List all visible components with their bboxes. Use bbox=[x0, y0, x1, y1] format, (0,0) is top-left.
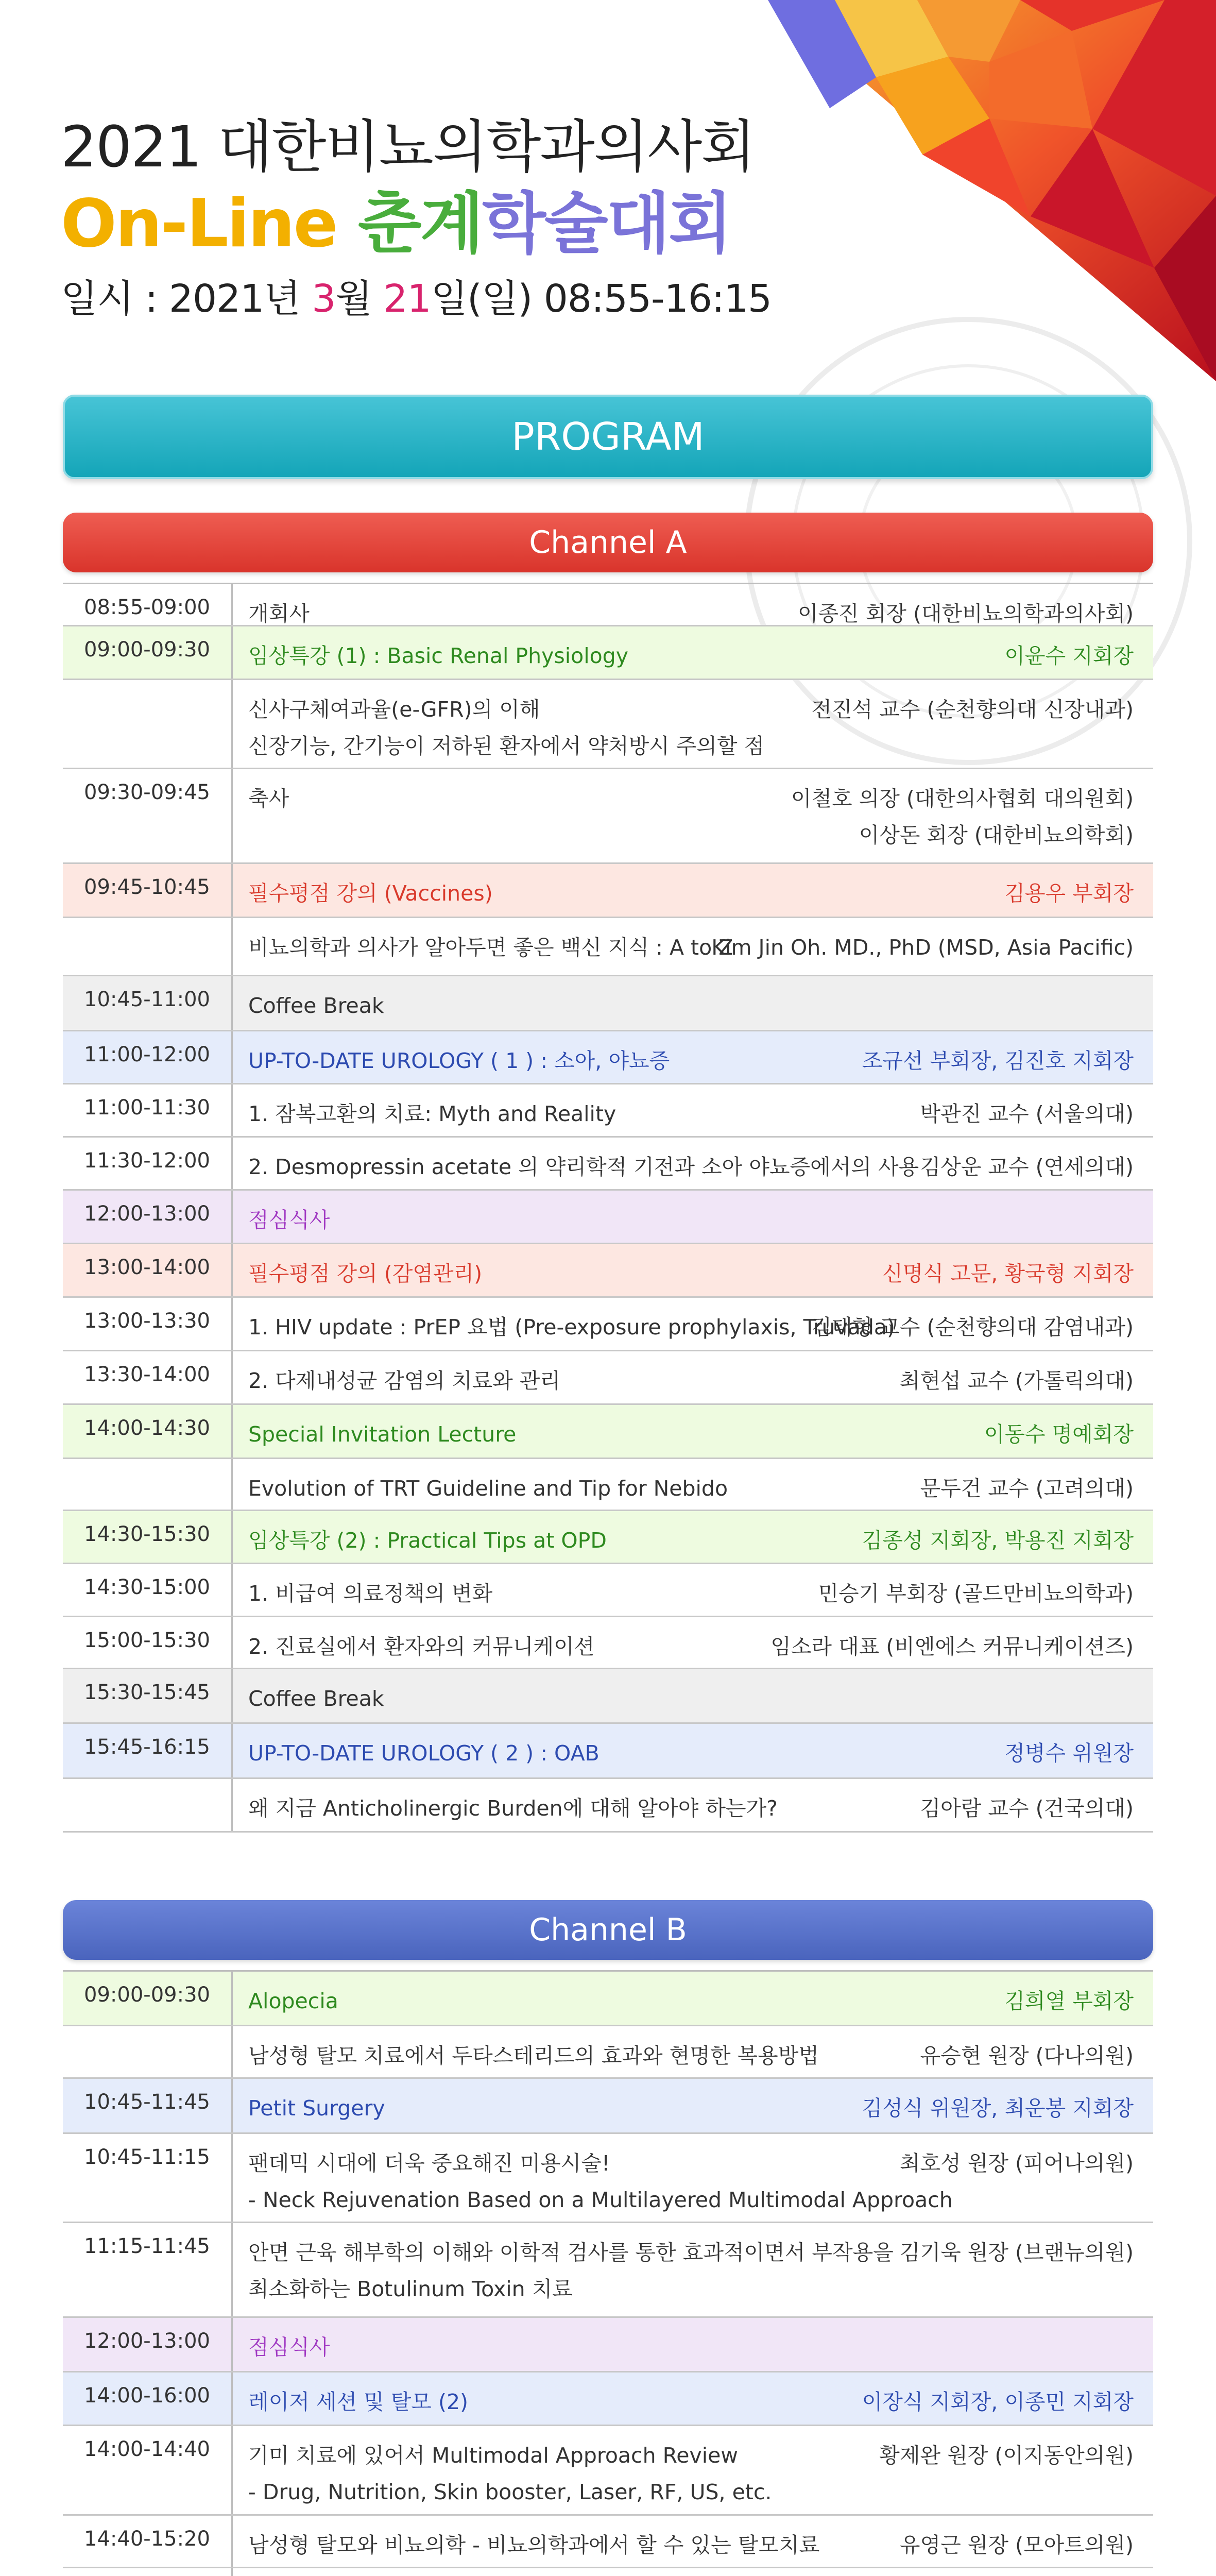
row-content bbox=[233, 626, 1153, 679]
speaker-line: 이윤수 지회장 bbox=[1004, 643, 1134, 668]
row-time: 13:30-14:00 bbox=[63, 1351, 233, 1403]
row-content bbox=[233, 1617, 1153, 1668]
schedule-row bbox=[63, 1298, 1153, 1351]
row-content bbox=[233, 2568, 1153, 2576]
row-content bbox=[233, 1724, 1153, 1777]
schedule-row bbox=[63, 1405, 1153, 1459]
speaker-line: 김기욱 원장 (브랜뉴의원) bbox=[899, 2240, 1134, 2265]
row-content bbox=[233, 680, 1153, 768]
speaker-line: 최호성 원장 (피어나의원) bbox=[899, 2151, 1134, 2176]
speaker-line: 민승기 부회장 (골드만비뇨의학과) bbox=[818, 1581, 1134, 1606]
row-content bbox=[233, 1564, 1153, 1616]
session-title: Alopecia bbox=[248, 1989, 338, 2013]
schedule-row bbox=[63, 864, 1153, 918]
speaker-line: 신명식 고문, 황국형 지회장 bbox=[882, 1261, 1134, 1286]
speaker-line: 전진석 교수 (순천향의대 신장내과) bbox=[811, 697, 1134, 722]
row-time: 14:00-14:30 bbox=[63, 1405, 233, 1458]
session-speaker bbox=[1004, 1983, 1134, 2020]
session-title: 2. 진료실에서 환자와의 커뮤니케이션 bbox=[248, 1634, 595, 1659]
schedule-row bbox=[63, 1191, 1153, 1244]
row-time: 15:45-16:15 bbox=[63, 1724, 233, 1777]
row-time: 11:30-12:00 bbox=[63, 1138, 233, 1189]
row-content bbox=[233, 1138, 1153, 1189]
row-content bbox=[233, 1669, 1153, 1722]
schedule-row bbox=[63, 1617, 1153, 1669]
speaker-line: 김용우 부회장 bbox=[1004, 881, 1134, 906]
row-time: 15:30-15:45 bbox=[63, 1669, 233, 1722]
speaker-line: 이상돈 회장 (대한비뇨의학회) bbox=[859, 823, 1134, 848]
row-time bbox=[63, 918, 233, 975]
row-content bbox=[233, 2318, 1153, 2371]
schedule-row bbox=[63, 769, 1153, 864]
session-speaker bbox=[920, 1790, 1134, 1827]
speaker-line: Kim Jin Oh. MD., PhD (MSD, Asia Pacific) bbox=[711, 935, 1134, 960]
session-title: 필수평점 강의 (Vaccines) bbox=[248, 881, 493, 906]
session-speaker bbox=[900, 2527, 1134, 2564]
session-title: 남성형 탈모와 비뇨의학 - 비뇨의학과에서 할 수 있는 탈모치료 bbox=[248, 2533, 820, 2557]
row-time: 15:00-15:30 bbox=[63, 1617, 233, 1668]
session-title: Special Invitation Lecture bbox=[248, 1422, 517, 1447]
session-title: 2. Desmopressin acetate 의 약리학적 기전과 소아 야뇨증에서의 사용 bbox=[248, 1155, 919, 1179]
row-time: 11:15-11:45 bbox=[63, 2223, 233, 2316]
schedule-row bbox=[63, 2372, 1153, 2426]
session-speaker bbox=[900, 2234, 1134, 2271]
row-time: 11:00-12:00 bbox=[63, 1031, 233, 1083]
row-content bbox=[233, 2372, 1153, 2425]
session-speaker bbox=[791, 781, 1134, 854]
session-title: - Neck Rejuvenation Based on a Multilayered Multimodal Approach bbox=[248, 2188, 953, 2212]
session-title: 1. HIV update : PrEP 요법 (Pre-exposure prophylaxis, Truvada) bbox=[248, 1315, 895, 1340]
schedule-row bbox=[63, 2134, 1153, 2223]
row-time: 14:00-14:40 bbox=[63, 2426, 233, 2514]
session-title: 1. 잠복고환의 치료: Myth and Reality bbox=[248, 1101, 616, 1126]
schedule-row bbox=[63, 2516, 1153, 2568]
session-title: 팬데믹 시대에 더욱 중요해진 미용시술! bbox=[248, 2151, 610, 2176]
row-time bbox=[63, 2568, 233, 2576]
schedule-row bbox=[63, 1138, 1153, 1191]
row-time bbox=[63, 1459, 233, 1510]
schedule-row bbox=[63, 2079, 1153, 2134]
event-header bbox=[61, 111, 772, 327]
session-speaker bbox=[811, 691, 1134, 728]
row-content bbox=[233, 584, 1153, 625]
row-time: 13:00-14:00 bbox=[63, 1244, 233, 1296]
row-time: 14:40-15:20 bbox=[63, 2516, 233, 2567]
row-content bbox=[233, 1779, 1153, 1831]
schedule-row bbox=[63, 1669, 1153, 1724]
row-time: 09:30-09:45 bbox=[63, 769, 233, 862]
speaker-line: 김태형 교수 (순천향의대 감염내과) bbox=[811, 1315, 1134, 1340]
session-speaker bbox=[862, 1043, 1134, 1079]
session-speaker bbox=[984, 1416, 1134, 1453]
session-title: 남성형 탈모 치료에서 두타스테리드의 효과와 현명한 복용방법 bbox=[248, 2043, 819, 2068]
speaker-line: 조규선 부회장, 김진호 지회장 bbox=[862, 1048, 1134, 1073]
row-time: 14:00-16:00 bbox=[63, 2372, 233, 2425]
session-title: - Drug, Nutrition, Skin booster, Laser, RF, US, etc. bbox=[248, 2480, 772, 2504]
session-title: 안면 근육 해부학의 이해와 이학적 검사를 통한 효과적이면서 부작용을 bbox=[248, 2240, 894, 2265]
channel-b-schedule bbox=[63, 1970, 1153, 2576]
row-time: 10:45-11:45 bbox=[63, 2079, 233, 2132]
session-title: 임상특강 (2) : Practical Tips at OPD bbox=[248, 1528, 607, 1553]
date-month-unit: 월 bbox=[335, 277, 384, 321]
channel-a-header: Channel A bbox=[63, 513, 1153, 572]
speaker-line: 이장식 지회장, 이종민 지회장 bbox=[862, 2389, 1134, 2414]
session-speaker bbox=[882, 1256, 1134, 1292]
session-title: 점심식사 bbox=[248, 2335, 330, 2360]
session-title: 신사구체여과율(e-GFR)의 이해 bbox=[248, 697, 540, 722]
schedule-row bbox=[63, 1511, 1153, 1564]
session-speaker bbox=[811, 1309, 1134, 1346]
schedule-row bbox=[63, 1972, 1153, 2026]
session-title: 축사 bbox=[248, 786, 289, 811]
speaker-line: 김종성 지회장, 박용진 지회장 bbox=[862, 1528, 1134, 1553]
schedule-row bbox=[63, 1351, 1153, 1405]
date-prefix: 일시 : 2021년 bbox=[61, 277, 312, 321]
session-speaker bbox=[900, 2145, 1134, 2182]
row-content bbox=[233, 1031, 1153, 1083]
row-content bbox=[233, 1511, 1153, 1563]
row-time: 14:30-15:30 bbox=[63, 1511, 233, 1563]
row-time: 09:45-10:45 bbox=[63, 864, 233, 917]
event-title-conference: 학술대회 bbox=[482, 185, 731, 262]
row-content bbox=[233, 1405, 1153, 1458]
speaker-line: 김성식 위원장, 최운봉 지회장 bbox=[862, 2096, 1134, 2121]
row-time: 12:00-13:00 bbox=[63, 2318, 233, 2371]
session-title: 레이저 세션 및 탈모 (2) bbox=[248, 2389, 469, 2414]
row-content bbox=[233, 918, 1153, 975]
schedule-row bbox=[63, 680, 1153, 769]
session-speaker bbox=[1004, 1735, 1134, 1772]
schedule-row bbox=[63, 1724, 1153, 1779]
session-title: 개회사 bbox=[248, 601, 310, 626]
session-title: UP-TO-DATE UROLOGY ( 1 ) : 소아, 야뇨증 bbox=[248, 1048, 670, 1073]
schedule-row bbox=[63, 1779, 1153, 1833]
row-content bbox=[233, 2223, 1153, 2316]
row-time: 10:45-11:15 bbox=[63, 2134, 233, 2222]
session-speaker bbox=[862, 2090, 1134, 2127]
row-time: 09:00-09:30 bbox=[63, 1972, 233, 2025]
schedule-row bbox=[63, 1244, 1153, 1298]
session-title: 신장기능, 간기능이 저하된 환자에서 약처방시 주의할 점 bbox=[248, 734, 765, 758]
session-speaker bbox=[879, 2437, 1134, 2474]
session-title: 비뇨의학과 의사가 알아두면 좋은 백신 지식 : A to Z bbox=[248, 935, 733, 960]
schedule-row bbox=[63, 2026, 1153, 2079]
row-content bbox=[233, 1244, 1153, 1296]
program-banner: PROGRAM bbox=[63, 395, 1153, 479]
row-time bbox=[63, 1779, 233, 1831]
session-title: Coffee Break bbox=[248, 993, 384, 1018]
row-time: 14:30-15:00 bbox=[63, 1564, 233, 1616]
speaker-line: 이동수 명예회장 bbox=[984, 1422, 1134, 1447]
session-title: 필수평점 강의 (감염관리) bbox=[248, 1261, 483, 1286]
row-content bbox=[233, 2516, 1153, 2567]
session-speaker bbox=[862, 1522, 1134, 1559]
speaker-line: 최현섭 교수 (가톨릭의대) bbox=[899, 1368, 1134, 1393]
row-time: 13:00-13:30 bbox=[63, 1298, 233, 1350]
speaker-line: 김아람 교수 (건국의대) bbox=[920, 1796, 1134, 1821]
session-title: Evolution of TRT Guideline and Tip for Nebido bbox=[248, 1476, 728, 1501]
speaker-line: 박관진 교수 (서울의대) bbox=[920, 1101, 1134, 1126]
session-speaker bbox=[1004, 638, 1134, 674]
row-content bbox=[233, 1459, 1153, 1510]
row-time: 10:45-11:00 bbox=[63, 976, 233, 1030]
session-title: Petit Surgery bbox=[248, 2096, 385, 2121]
row-time: 08:55-09:00 bbox=[63, 584, 233, 625]
row-content bbox=[233, 1084, 1153, 1136]
row-time: 09:00-09:30 bbox=[63, 626, 233, 679]
channel-b-header: Channel B bbox=[63, 1900, 1153, 1960]
session-speaker bbox=[920, 1470, 1134, 1507]
schedule-row bbox=[63, 1084, 1153, 1138]
session-speaker bbox=[770, 1629, 1134, 1665]
session-title: 2. 다제내성균 감염의 치료와 관리 bbox=[248, 1368, 561, 1393]
schedule-row bbox=[63, 918, 1153, 976]
session-speaker bbox=[920, 1149, 1134, 1185]
speaker-line: 이철호 의장 (대한의사협회 대의원회) bbox=[791, 786, 1134, 811]
speaker-line: 김상운 교수 (연세의대) bbox=[920, 1155, 1134, 1179]
schedule-row bbox=[63, 2568, 1153, 2576]
schedule-row bbox=[63, 584, 1153, 626]
schedule-row bbox=[63, 2318, 1153, 2372]
session-title: 왜 지금 Anticholinergic Burden에 대해 알아야 하는가? bbox=[248, 1796, 778, 1821]
date-day: 21 bbox=[383, 277, 431, 321]
session-title: Coffee Break bbox=[248, 1686, 384, 1711]
session-speaker bbox=[818, 1575, 1134, 1612]
society-title: 2021 대한비뇨의학과의사회 bbox=[61, 114, 755, 180]
date-month: 3 bbox=[312, 277, 336, 321]
row-content bbox=[233, 1351, 1153, 1403]
row-content bbox=[233, 2026, 1153, 2077]
row-content bbox=[233, 1298, 1153, 1350]
event-date bbox=[61, 270, 772, 327]
date-suffix: 일(일) 08:55-16:15 bbox=[431, 277, 772, 321]
row-time bbox=[63, 680, 233, 768]
session-title: 점심식사 bbox=[248, 1208, 330, 1232]
session-title: UP-TO-DATE UROLOGY ( 2 ) : OAB bbox=[248, 1741, 600, 1766]
session-title: 기미 치료에 있어서 Multimodal Approach Review bbox=[248, 2443, 738, 2468]
schedule-row bbox=[63, 976, 1153, 1031]
speaker-line: 이종진 회장 (대한비뇨의학과의사회) bbox=[797, 601, 1134, 626]
row-time bbox=[63, 2026, 233, 2077]
row-content bbox=[233, 864, 1153, 917]
schedule-row bbox=[63, 626, 1153, 680]
session-speaker bbox=[900, 1363, 1134, 1399]
session-title: 임상특강 (1) : Basic Renal Physiology bbox=[248, 643, 628, 668]
speaker-line: 유영근 원장 (모아트의원) bbox=[899, 2533, 1134, 2557]
row-content bbox=[233, 2426, 1153, 2514]
schedule-row bbox=[63, 2426, 1153, 2516]
session-title: 1. 비급여 의료정책의 변화 bbox=[248, 1581, 493, 1606]
row-time: 12:00-13:00 bbox=[63, 1191, 233, 1243]
session-speaker bbox=[920, 2038, 1134, 2074]
speaker-line: 황제완 원장 (이지동안의원) bbox=[879, 2443, 1134, 2468]
session-speaker bbox=[1004, 875, 1134, 912]
row-content bbox=[233, 2079, 1153, 2132]
row-content bbox=[233, 769, 1153, 862]
row-time: 11:00-11:30 bbox=[63, 1084, 233, 1136]
event-title-online: On-Line bbox=[61, 185, 337, 262]
row-content bbox=[233, 1191, 1153, 1243]
speaker-line: 문두건 교수 (고려의대) bbox=[920, 1476, 1134, 1501]
event-title-season: 춘계 bbox=[358, 185, 483, 262]
schedule-row bbox=[63, 1564, 1153, 1617]
session-speaker bbox=[711, 929, 1134, 966]
session-title: 최소화하는 Botulinum Toxin 치료 bbox=[248, 2277, 573, 2301]
session-speaker bbox=[920, 1096, 1134, 1132]
row-content bbox=[233, 1972, 1153, 2025]
speaker-line: 유승현 원장 (다나의원) bbox=[920, 2043, 1134, 2068]
session-speaker bbox=[862, 2384, 1134, 2420]
schedule-row bbox=[63, 2223, 1153, 2318]
row-content bbox=[233, 2134, 1153, 2222]
channel-a-schedule bbox=[63, 583, 1153, 1833]
row-content bbox=[233, 976, 1153, 1030]
speaker-line: 정병수 위원장 bbox=[1004, 1741, 1134, 1766]
event-title bbox=[61, 183, 772, 265]
schedule-row bbox=[63, 1031, 1153, 1084]
schedule-row bbox=[63, 1459, 1153, 1511]
speaker-line: 임소라 대표 (비엔에스 커뮤니케이션즈) bbox=[770, 1634, 1134, 1659]
speaker-line: 김희열 부회장 bbox=[1004, 1989, 1134, 2013]
